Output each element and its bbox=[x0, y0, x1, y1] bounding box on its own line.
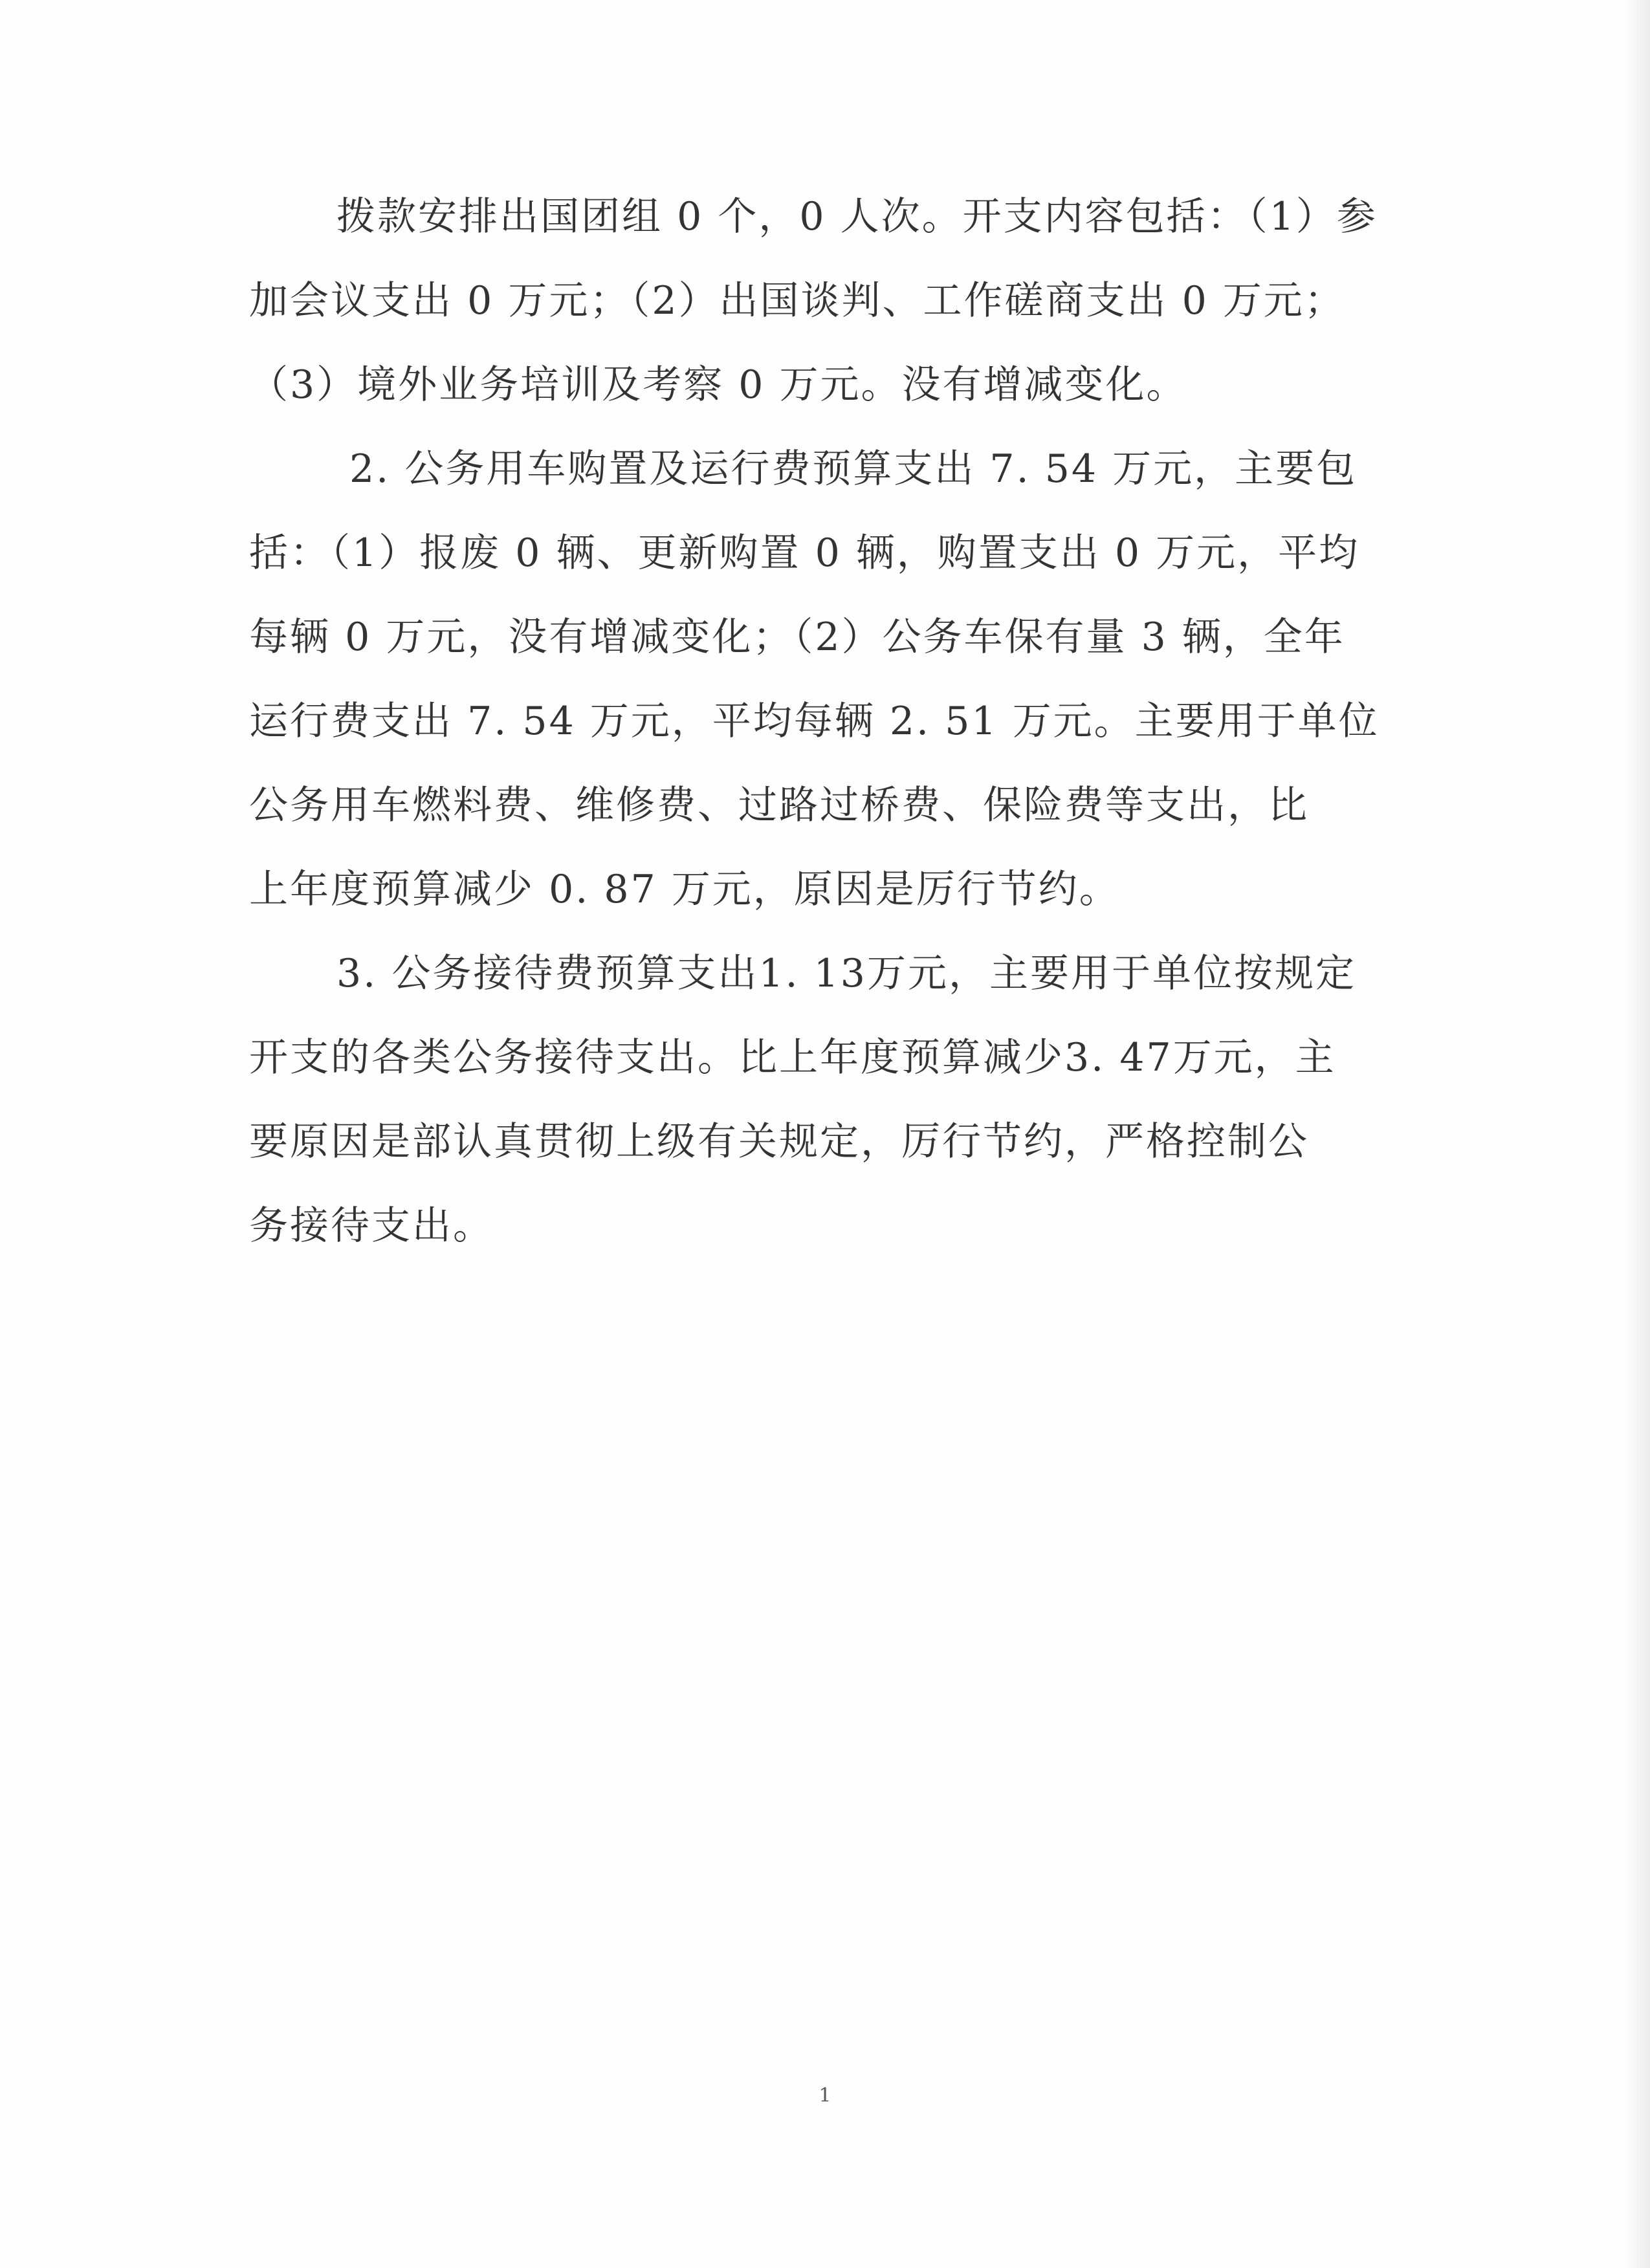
paragraph-2-line-3: 每辆 0 万元，没有增减变化；（2）公务车保有量 3 辆，全年 bbox=[249, 615, 1345, 660]
paragraph-2-line-5: 公务用车燃料费、维修费、过路过桥费、保险费等支出，比 bbox=[249, 783, 1309, 828]
paragraph-1-line-1: 拨款安排出国团组 0 个，0 人次。开支内容包括：（1）参 bbox=[336, 194, 1378, 239]
document-body bbox=[249, 175, 1378, 1268]
paragraph-3-line-2: 开支的各类公务接待支出。比上年度预算减少3. 47万元，主 bbox=[249, 1035, 1336, 1080]
page-number: 1 bbox=[819, 2084, 831, 2107]
paragraph-1-line-3: （3）境外业务培训及考察 0 万元。没有增减变化。 bbox=[249, 362, 1187, 408]
paragraph-3-line-1: 3. 公务接待费预算支出1. 13万元，主要用于单位按规定 bbox=[336, 951, 1356, 996]
paragraph-1-line-2: 加会议支出 0 万元；（2）出国谈判、工作磋商支出 0 万元； bbox=[249, 278, 1345, 323]
scan-edge bbox=[1628, 0, 1650, 2268]
paragraph-2-line-1: 2. 公务用车购置及运行费预算支出 7. 54 万元，主要包 bbox=[349, 446, 1358, 492]
paragraph-3-line-4: 务接待支出。 bbox=[249, 1203, 494, 1248]
paragraph-2-line-6: 上年度预算减少 0. 87 万元，原因是厉行节约。 bbox=[249, 867, 1120, 912]
paragraph-3-line-3: 要原因是部认真贯彻上级有关规定，厉行节约，严格控制公 bbox=[249, 1119, 1309, 1164]
paragraph-2-line-2: 括：（1）报废 0 辆、更新购置 0 辆，购置支出 0 万元，平均 bbox=[249, 530, 1360, 576]
paragraph-2-line-4: 运行费支出 7. 54 万元，平均每辆 2. 51 万元。主要用于单位 bbox=[249, 699, 1380, 744]
